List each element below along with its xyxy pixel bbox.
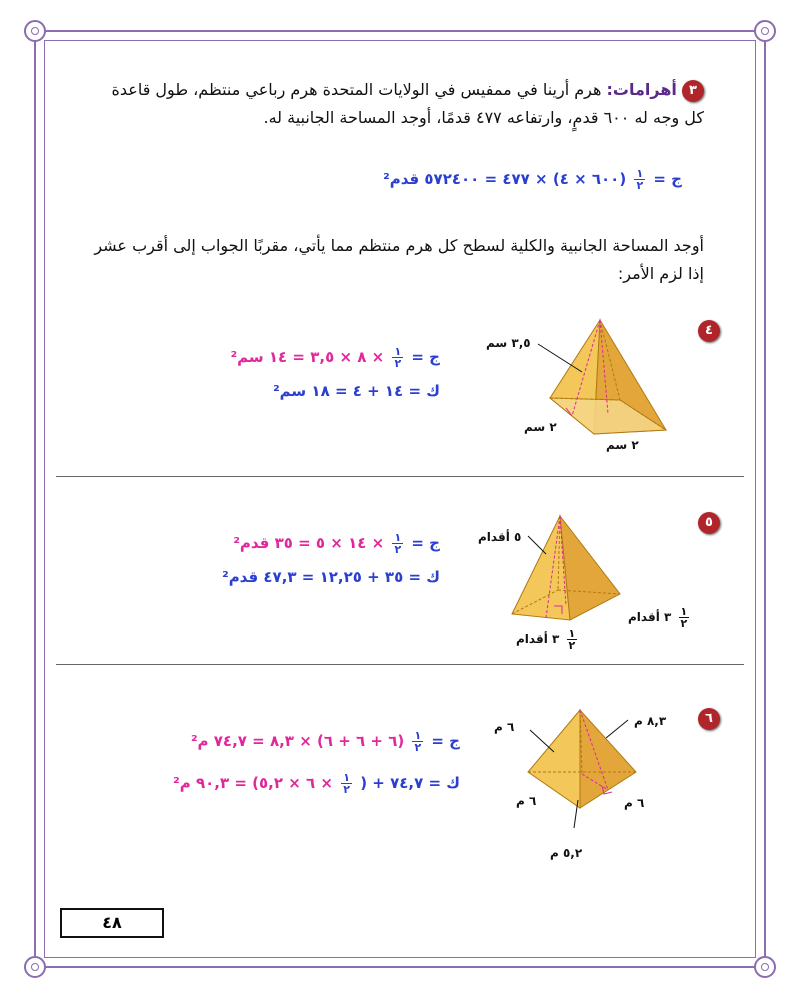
problem-4-equation-2: ك = ١٤ + ٤ = ١٨ سم² (273, 382, 440, 400)
problem-3-text (94, 76, 704, 132)
problem-6-equation-2: ك = ٧٤,٧ + ( $\frac{١}{٢}$ × ٦ × ٥,٢) = ٩٠,٣ م² (173, 771, 460, 796)
corner-ornament-bottom-right (754, 956, 776, 978)
pyramid-6-slant-label: ٨,٣ م (634, 714, 667, 728)
pyramid-5-side-label-1: $\frac{١}{٢}$ ٣ أقدام (628, 605, 688, 630)
pyramid-6-apothem-label: ٥,٢ م (550, 846, 583, 860)
pyramid-6-figure (524, 708, 644, 838)
pyramid-4-figure (520, 318, 680, 458)
page-number: ٤٨ (60, 908, 164, 938)
pyramid-4-slant-label: ٣,٥ سم (486, 336, 531, 350)
divider-2 (56, 664, 744, 665)
problem-5-equation-1: ج = $\frac{١}{٢}$ × ١٤ × ٥ = ٣٥ قدم² (233, 531, 440, 556)
problem-6-badge: ٦ (698, 708, 720, 730)
pyramid-6-side-label-left: ٦ م (516, 794, 537, 808)
problem-5-badge: ٥ (698, 512, 720, 534)
problem-3-badge: ٣ (682, 80, 704, 102)
pyramid-4-side-label-1: ٢ سم (524, 420, 557, 434)
fraction-half: $\frac{١}{٢}$ (636, 167, 644, 192)
problem-5-equation-2: ك = ٣٥ + ١٢,٢٥ = ٤٧,٣ قدم² (222, 568, 440, 586)
pyramid-4-side-label-2: ٢ سم (606, 438, 639, 452)
problem-3-title: أهرامات: (606, 80, 677, 99)
pyramid-6-side-label-top: ٦ م (494, 720, 515, 734)
problem-3-equation: ج = $\frac{١}{٢}$ (٦٠٠ × ٤) × ٤٧٧ = ٥٧٢٤٠٠ قدم² (383, 167, 682, 192)
problem-4-equation-1: ج = $\frac{١}{٢}$ × ٨ × ٣,٥ = ١٤ سم² (230, 345, 440, 370)
corner-ornament-top-right (754, 20, 776, 42)
problem-6-equation-1: ج = $\frac{١}{٢}$ (٦ + ٦ + ٦) × ٨,٣ = ٧٤,٧ م² (190, 729, 460, 754)
pyramid-5-slant-label: ٥ أقدام (478, 530, 522, 544)
pyramid-6-side-label-right: ٦ م (624, 796, 645, 810)
corner-ornament-top-left (24, 20, 46, 42)
problem-3-body: هرم أرينا في ممفيس في الولايات المتحدة هرم رباعي منتظم، طول قاعدة كل وجه له ٦٠٠ قدمٍ، وارتفاعه ٤٧٧ قدمًا، أوجد المساحة الجانبية له. (111, 80, 704, 127)
divider-1 (56, 476, 744, 477)
pyramid-5-side-label-2: $\frac{١}{٢}$ ٣ أقدام (516, 627, 576, 652)
problem-3-equation-rhs: (٦٠٠ × ٤) × ٤٧٧ = ٥٧٢٤٠٠ قدم² (383, 170, 627, 188)
problem-4-badge: ٤ (698, 320, 720, 342)
corner-ornament-bottom-left (24, 956, 46, 978)
instruction-text: أوجد المساحة الجانبية والكلية لسطح كل هرم منتظم مما يأتي، مقربًا الجواب إلى أقرب عشر إذا لزم الأمر: (94, 236, 704, 283)
